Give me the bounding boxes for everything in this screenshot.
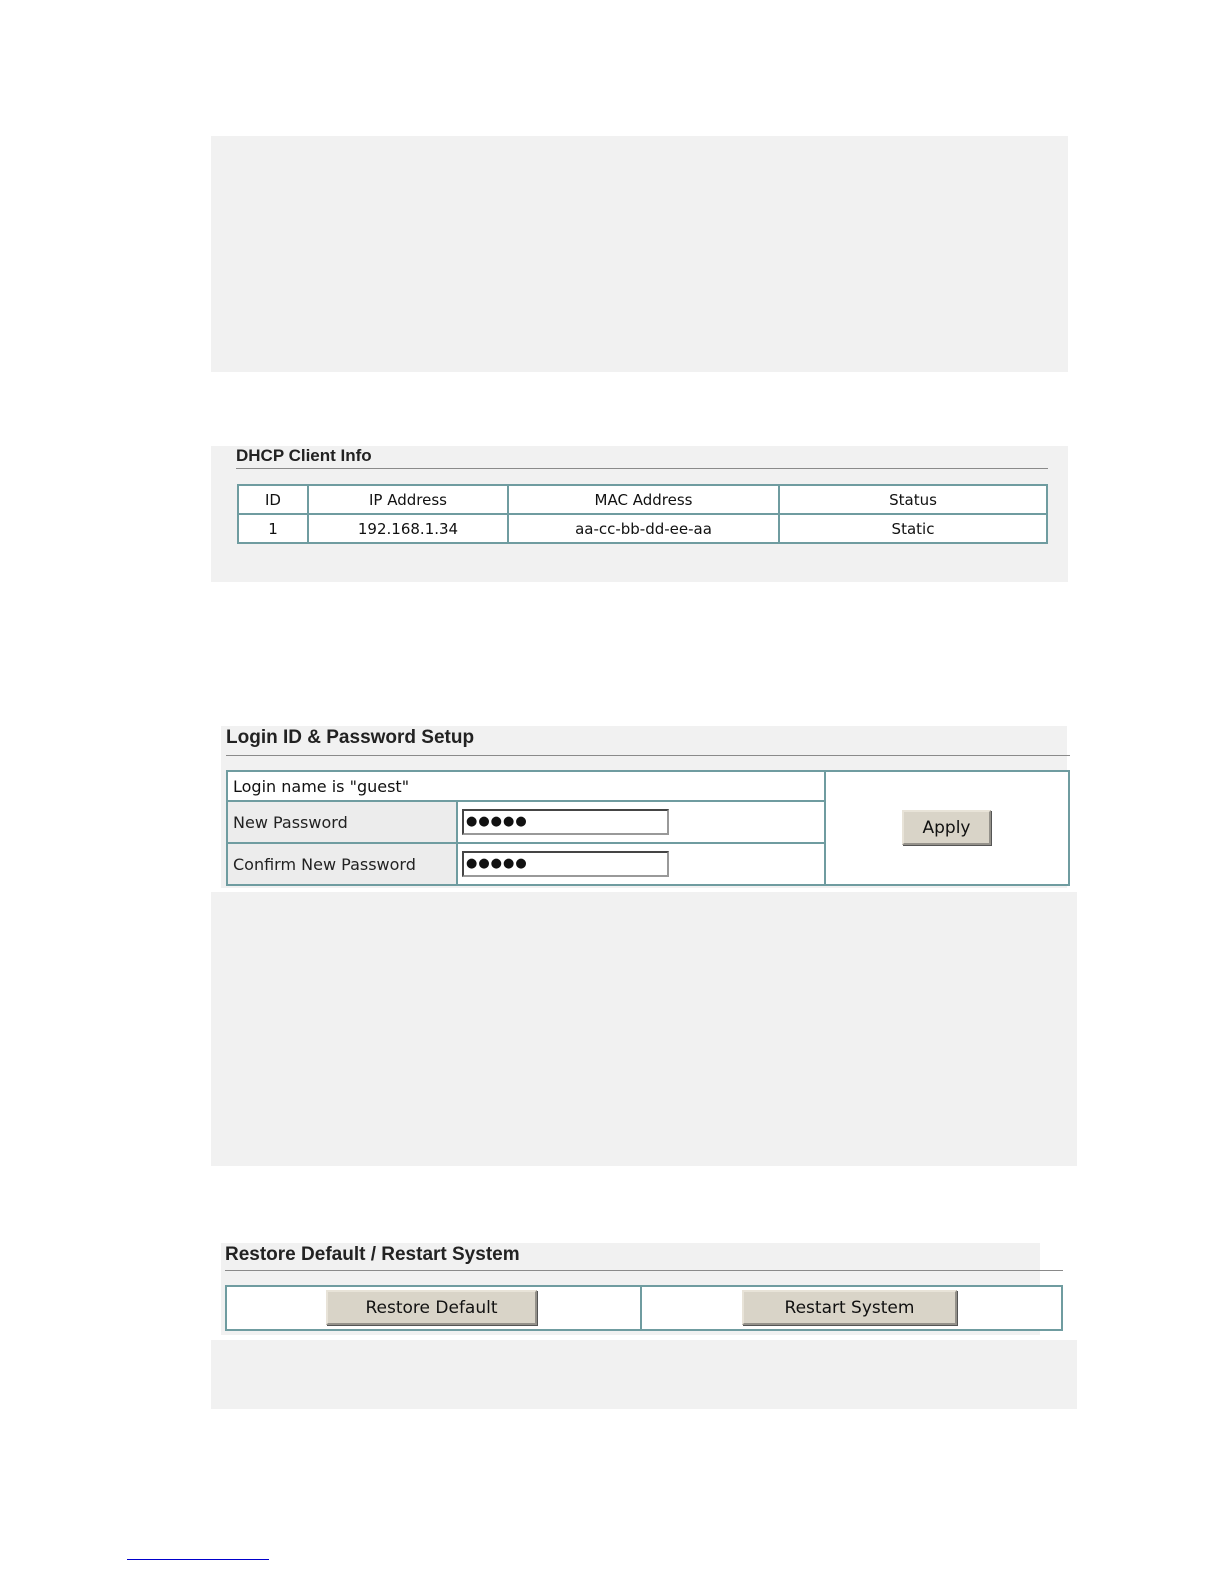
cell-id: 1 — [238, 514, 308, 543]
middle-gray-panel — [211, 892, 1077, 1166]
restart-system-button[interactable]: Restart System — [742, 1290, 957, 1325]
top-gray-panel — [211, 136, 1068, 372]
login-section-title: Login ID & Password Setup — [226, 727, 1070, 756]
login-name-row — [227, 771, 1069, 801]
confirm-password-cell — [457, 843, 825, 885]
table-row — [238, 514, 1047, 543]
column-header-status: Status — [779, 485, 1047, 514]
dhcp-client-table — [237, 484, 1048, 544]
confirm-password-label: Confirm New Password — [227, 843, 457, 885]
cell-status: Static — [779, 514, 1047, 543]
restore-section-title: Restore Default / Restart System — [225, 1244, 1063, 1271]
column-header-mac: MAC Address — [508, 485, 779, 514]
cell-ip: 192.168.1.34 — [308, 514, 508, 543]
restore-default-button[interactable]: Restore Default — [326, 1290, 537, 1325]
new-password-cell — [457, 801, 825, 843]
column-header-ip: IP Address — [308, 485, 508, 514]
confirm-password-input[interactable]: ●●●●● — [462, 851, 669, 877]
new-password-label: New Password — [227, 801, 457, 843]
column-header-id: ID — [238, 485, 308, 514]
cell-mac: aa-cc-bb-dd-ee-aa — [508, 514, 779, 543]
dhcp-section-title: DHCP Client Info — [236, 446, 1048, 469]
apply-button[interactable]: Apply — [902, 810, 991, 845]
table-header-row — [238, 485, 1047, 514]
footer-rule — [127, 1559, 269, 1560]
login-name-text: Login name is "guest" — [227, 771, 825, 801]
bottom-gray-panel — [211, 1340, 1077, 1409]
new-password-input[interactable]: ●●●●● — [462, 809, 669, 835]
